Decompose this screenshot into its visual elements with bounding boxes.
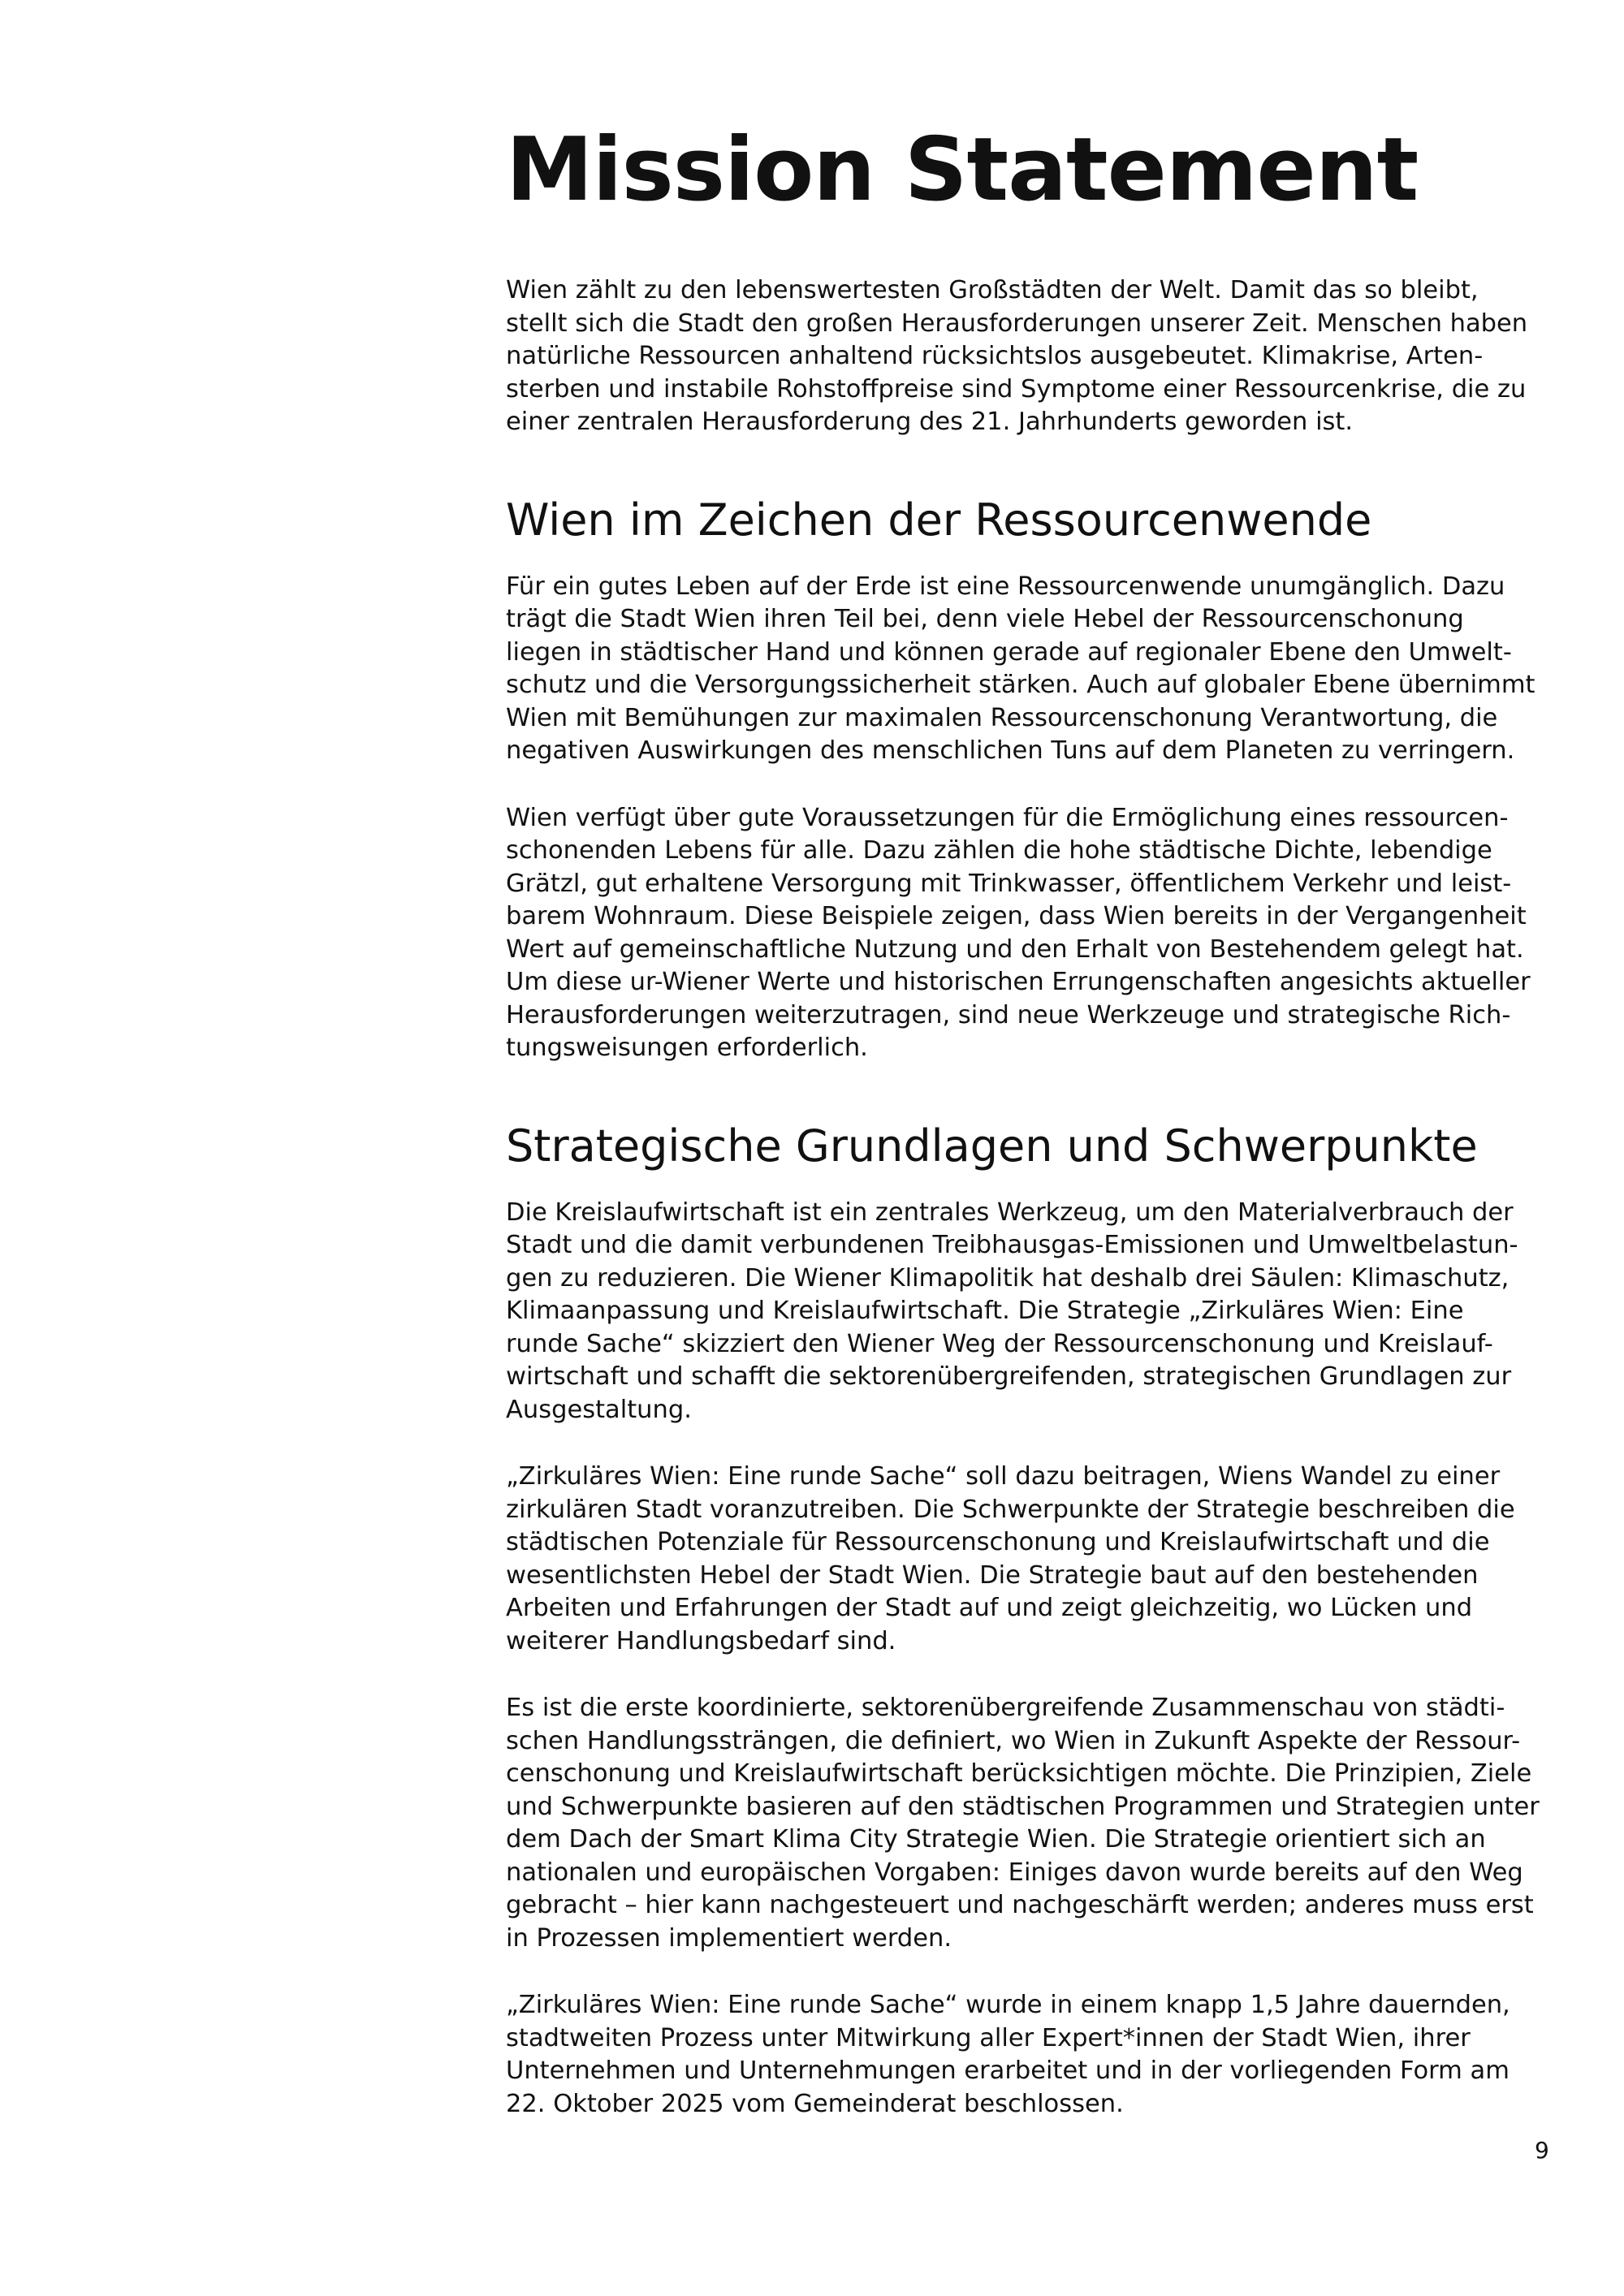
text-line: Arbeiten und Erfahrungen der Stadt auf und zeigt gleichzeitig, wo Lücken und: [506, 1594, 1473, 1622]
text-line: stellt sich die Stadt den großen Herausforderungen unserer Zeit. Menschen haben: [506, 309, 1528, 338]
section-heading-grundlagen: Strategische Grundlagen und Schwerpunkte: [506, 1120, 1478, 1172]
section2-paragraph-4: [506, 1989, 1561, 2121]
text-line: und Schwerpunkte basieren auf den städtischen Programmen und Strategien unter: [506, 1792, 1540, 1821]
section1-paragraph-2: [506, 802, 1561, 1065]
text-line: censchonung und Kreislaufwirtschaft berücksichtigen möchte. Die Prinzipien, Ziele: [506, 1759, 1532, 1788]
text-line: gebracht – hier kann nachgesteuert und nachgeschärft werden; anderes muss erst: [506, 1891, 1534, 1919]
text-line: stadtweiten Prozess unter Mitwirkung aller Expert*innen der Stadt Wien, ihrer: [506, 2023, 1471, 2052]
text-line: Um diese ur-Wiener Werte und historischen Errungenschaften angesichts aktueller: [506, 968, 1531, 996]
text-line: Herausforderungen weiterzutragen, sind neue Werkzeuge und strategische Rich-: [506, 1000, 1511, 1029]
section-spacer: [506, 439, 1561, 494]
paragraph-spacer: [506, 1426, 1561, 1461]
page-title: Mission Statement: [506, 119, 1419, 221]
text-line: einer zentralen Herausforderung des 21. Jahrhunderts geworden ist.: [506, 408, 1354, 436]
text-line: wirtschaft und schafft die sektorenübergreifenden, strategischen Grundlagen zur: [506, 1362, 1512, 1391]
text-line: „Zirkuläres Wien: Eine runde Sache“ wurde in einem knapp 1,5 Jahre dauernden,: [506, 1991, 1510, 2019]
text-line: städtischen Potenziale für Ressourcenschonung und Kreislaufwirtschaft und die: [506, 1528, 1490, 1556]
text-line: sterben und instabile Rohstoffpreise sind Symptome einer Ressourcenkrise, die zu: [506, 374, 1527, 404]
text-line: negativen Auswirkungen des menschlichen Tuns auf dem Planeten zu verringern.: [506, 736, 1515, 765]
text-line: Stadt und die damit verbundenen Treibhausgas-Emissionen und Umweltbelastun-: [506, 1231, 1518, 1259]
section-heading-ressourcenwende: Wien im Zeichen der Ressourcenwende: [506, 494, 1372, 546]
text-line: Grätzl, gut erhaltene Versorgung mit Trinkwasser, öffentlichem Verkehr und leist-: [506, 869, 1512, 898]
section1-paragraph-1: [506, 571, 1561, 768]
page-content: [506, 119, 1561, 2121]
section2-paragraph-2: [506, 1461, 1561, 1658]
text-line: Wert auf gemeinschaftliche Nutzung und den Erhalt von Bestehendem gelegt hat.: [506, 934, 1524, 964]
text-line: liegen in städtischer Hand und können gerade auf regionaler Ebene den Umwelt-: [506, 637, 1512, 667]
intro-paragraph: [506, 274, 1561, 439]
text-line: 22. Oktober 2025 vom Gemeinderat beschlossen.: [506, 2089, 1124, 2118]
page-number: 9: [1535, 2137, 1549, 2164]
text-line: natürliche Ressourcen anhaltend rücksichtslos ausgebeutet. Klimakrise, Arten-: [506, 342, 1484, 370]
section2-paragraph-1: [506, 1197, 1561, 1427]
text-line: wesentlichsten Hebel der Stadt Wien. Die Strategie baut auf den bestehenden: [506, 1560, 1479, 1590]
paragraph-spacer: [506, 768, 1561, 802]
text-line: Wien zählt zu den lebenswertesten Großstädten der Welt. Damit das so bleibt,: [506, 276, 1479, 304]
text-line: schonenden Lebens für alle. Dazu zählen die hohe städtische Dichte, lebendige: [506, 836, 1492, 865]
paragraph-spacer: [506, 1658, 1561, 1692]
text-line: trägt die Stadt Wien ihren Teil bei, denn viele Hebel der Ressourcenschonung: [506, 605, 1464, 633]
text-line: weiterer Handlungsbedarf sind.: [506, 1626, 896, 1655]
text-line: barem Wohnraum. Diese Beispiele zeigen, dass Wien bereits in der Vergangenheit: [506, 902, 1527, 930]
text-line: Wien mit Bemühungen zur maximalen Ressourcenschonung Verantwortung, die: [506, 703, 1498, 732]
text-line: zirkulären Stadt voranzutreiben. Die Schwerpunkte der Strategie beschreiben die: [506, 1495, 1515, 1524]
text-line: runde Sache“ skizziert den Wiener Weg der Ressourcenschonung und Kreislauf-: [506, 1329, 1493, 1358]
section-spacer: [506, 1065, 1561, 1120]
text-line: Die Kreislaufwirtschaft ist ein zentrales Werkzeug, um den Materialverbrauch der: [506, 1198, 1514, 1227]
text-line: Es ist die erste koordinierte, sektorenübergreifende Zusammenschau von städti-: [506, 1694, 1505, 1722]
text-line: schen Handlungssträngen, die definiert, wo Wien in Zukunft Aspekte der Ressour-: [506, 1726, 1521, 1755]
text-line: gen zu reduzieren. Die Wiener Klimapolitik hat deshalb drei Säulen: Klimaschutz,: [506, 1263, 1510, 1293]
text-line: Klimaanpassung und Kreislaufwirtschaft. Die Strategie „Zirkuläres Wien: Eine: [506, 1297, 1464, 1325]
text-line: Unternehmen und Unternehmungen erarbeitet und in der vorliegenden Form am: [506, 2056, 1510, 2085]
text-line: in Prozessen implementiert werden.: [506, 1923, 952, 1953]
text-line: schutz und die Versorgungssicherheit stärken. Auch auf globaler Ebene übernimmt: [506, 671, 1535, 699]
text-line: tungsweisungen erforderlich.: [506, 1034, 868, 1062]
text-line: Ausgestaltung.: [506, 1395, 692, 1424]
text-line: dem Dach der Smart Klima City Strategie Wien. Die Strategie orientiert sich an: [506, 1825, 1486, 1854]
text-line: nationalen und europäischen Vorgaben: Einiges davon wurde bereits auf den Weg: [506, 1858, 1523, 1887]
text-line: Für ein gutes Leben auf der Erde ist eine Ressourcenwende unumgänglich. Dazu: [506, 572, 1505, 601]
text-line: Wien verfügt über gute Voraussetzungen für die Ermöglichung eines ressourcen-: [506, 803, 1509, 832]
paragraph-spacer: [506, 1955, 1561, 1989]
text-line: „Zirkuläres Wien: Eine runde Sache“ soll dazu beitragen, Wiens Wandel zu einer: [506, 1462, 1501, 1491]
section2-paragraph-3: [506, 1692, 1561, 1955]
